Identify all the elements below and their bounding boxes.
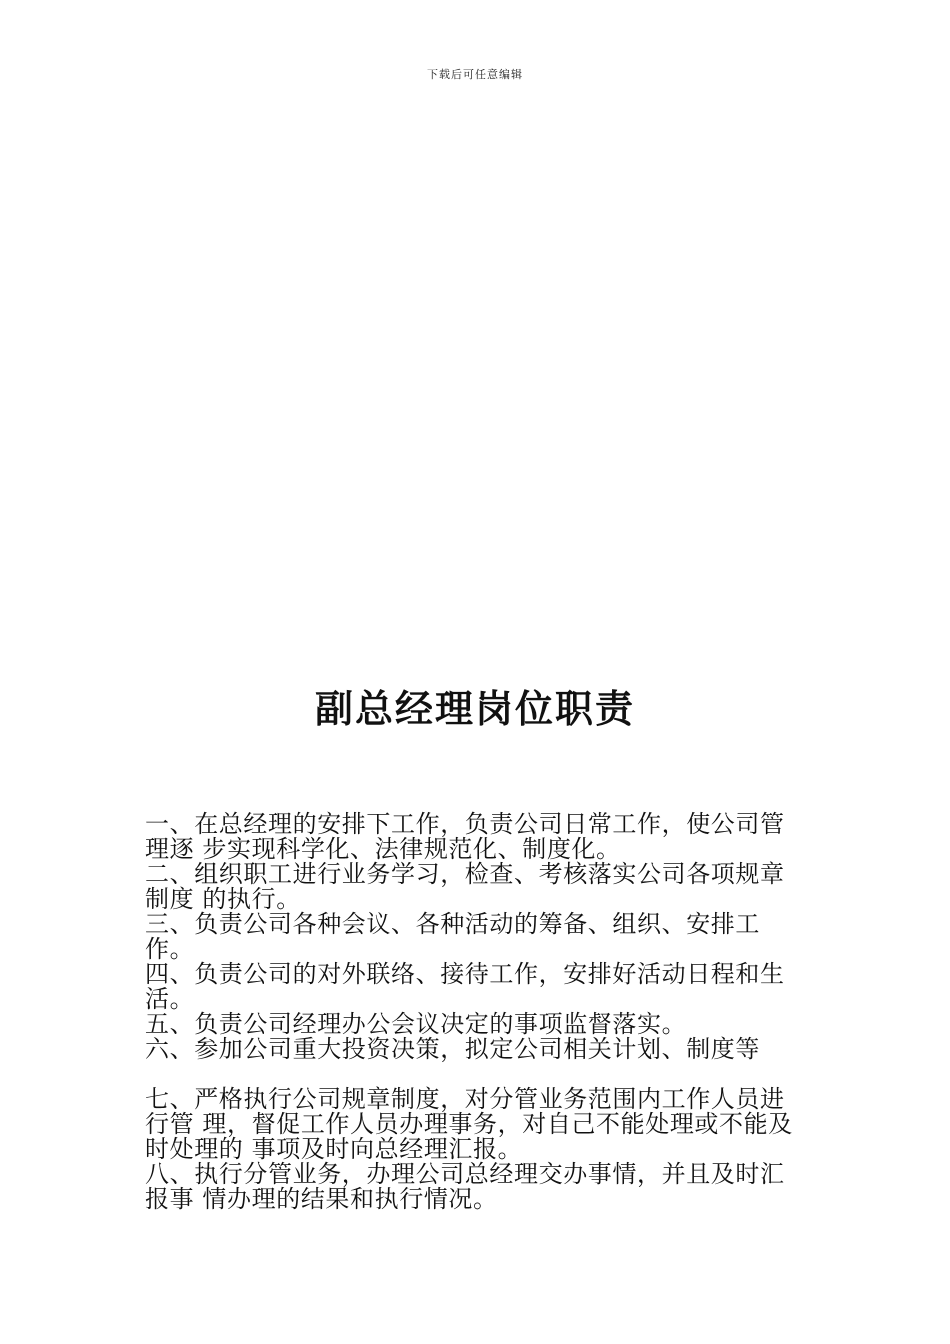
duty-item-4: 四、负责公司的对外联络、接待工作，安排好活动日程和生活。 [145, 960, 785, 1013]
duty-item-3: 三、负责公司各种会议、各种活动的筹备、组织、安排工作。 [145, 910, 760, 963]
duty-item-1: 一、在总经理的安排下工作，负责公司日常工作，使公司管理逐 步实现科学化、法律规范化、制度化。 [145, 810, 785, 863]
duty-item-6: 六、参加公司重大投资决策，拟定公司相关计划、制度等 [145, 1035, 760, 1063]
duties-list [145, 812, 807, 1212]
header-note: 下载后可任意编辑 [427, 68, 523, 81]
duty-item-7: 七、严格执行公司规章制度，对分管业务范围内工作人员进行管 理，督促工作人员办理事务，对自己不能处理或不能及时处理的 事项及时向总经理汇报。 [145, 1085, 793, 1163]
document-title: 副总经理岗位职责 [314, 686, 635, 731]
duty-item-8: 八、执行分管业务，办理公司总经理交办事情，并且及时汇报事 情办理的结果和执行情况。 [145, 1160, 785, 1213]
duty-item-2: 二、组织职工进行业务学习，检查、考核落实公司各项规章制度 的执行。 [145, 860, 785, 913]
duty-item-5: 五、负责公司经理办公会议决定的事项监督落实。 [145, 1010, 687, 1038]
